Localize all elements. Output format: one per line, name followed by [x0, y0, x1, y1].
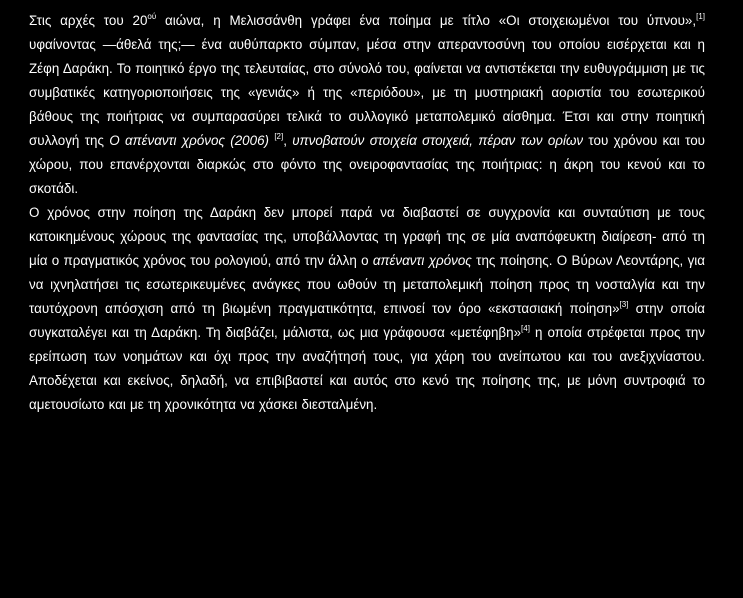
italic-quote: υπνοβατούν στοιχεία στοιχειά, πέραν των ορίων [292, 133, 584, 148]
text-segment: Στις αρχές του 20 [29, 13, 148, 28]
footnote-ref-4[interactable]: [4] [521, 323, 530, 333]
text-segment: , [283, 133, 293, 148]
text-segment: Ο χρόνος στην ποίηση της Δαράκη δεν μπορεί παρά να διαβαστεί σε συγχρονία και συνταύτιση με τους κατοικημένους χώρους της φαντασίας της, υποβάλλοντας τη γραφή της σε μία αναπόφευκτη διαίρεση- από τη μία ο πραγματικός χρόνος του ρολογιού, από την άλλη ο [29, 205, 705, 268]
footnote-ref-2[interactable]: [2] [274, 131, 284, 141]
text-segment: του χρόνου και του χώρου, που επανέρχονται διαρκώς στο φόντο της ονειροφαντασίας της ποιήτριας: η άκρη του κενού και το σκοτάδι. [29, 133, 705, 196]
text-segment: υφαίνοντας —άθελά της;— ένα αυθύπαρκτο σύμπαν, μέσα στην απεραντοσύνη του οποίου εισέρχεται και η Ζέφη Δαράκη. Το ποιητικό έργο της τελευταίας, στο σύνολό του, φαίνεται να αντιστέκεται την ευθυγράμμιση με τις συμβατικές κατηγοριοποιήσεις της «γενιάς» ή της «περιόδου», με τη μυστηριακή αοριστία του εσωτερικού βάθους της ποιήτριας να συμπαρασύρει τελικά το συλλογικό μεταπολεμικό αίσθημα. Έτσι και στην ποιητική συλλογή της [29, 37, 705, 148]
superscript-ordinal: ού [147, 11, 157, 21]
text-segment: αιώνα, η Μελισσάνθη γράφει ένα ποίημα με τίτλο «Οι στοιχειωμένοι του ύπνου», [156, 13, 697, 28]
footnote-ref-1[interactable]: [1] [696, 11, 706, 21]
text-segment: στην οποία συγκαταλέγει και τη Δαράκη. Τη διαβάζει, μάλιστα, ως μια γράφουσα «μετέφηβη» [29, 301, 705, 340]
italic-phrase: απέναντι χρόνος [372, 253, 472, 268]
paragraph-1 [29, 9, 705, 201]
paragraph-2 [29, 201, 705, 417]
book-title-italic: Ο απέναντι χρόνος (2006) [109, 133, 269, 148]
document-body [29, 9, 705, 417]
text-segment: της ποίησης. Ο Βύρων Λεοντάρης, για να ιχνηλατήσει τις εσωτερικευμένες ανάγκες που ωθούν τη μεταπολεμική ποίηση προς τη νοσταλγία και την ταυτόχρονη απόσχιση από τη βιωμένη πραγματικότητα, επινοεί τον όρο «εκστασιακή ποίηση» [29, 253, 706, 316]
text-segment: η οποία στρέφεται προς την ερείπωση των νοημάτων και όχι προς την αναζήτησή τους, για χάρη του ανείπωτου και του ανεξιχνίαστου. Αποδέχεται και εκείνος, δηλαδή, να επιβιβαστεί και αυτός στο κενό της ποίησης της, με μόνη συντροφιά το αμετουσίωτο και με τη χρονικότητα να χάσκει διεσταλμένη. [29, 325, 705, 412]
footnote-ref-3[interactable]: [3] [619, 299, 629, 309]
